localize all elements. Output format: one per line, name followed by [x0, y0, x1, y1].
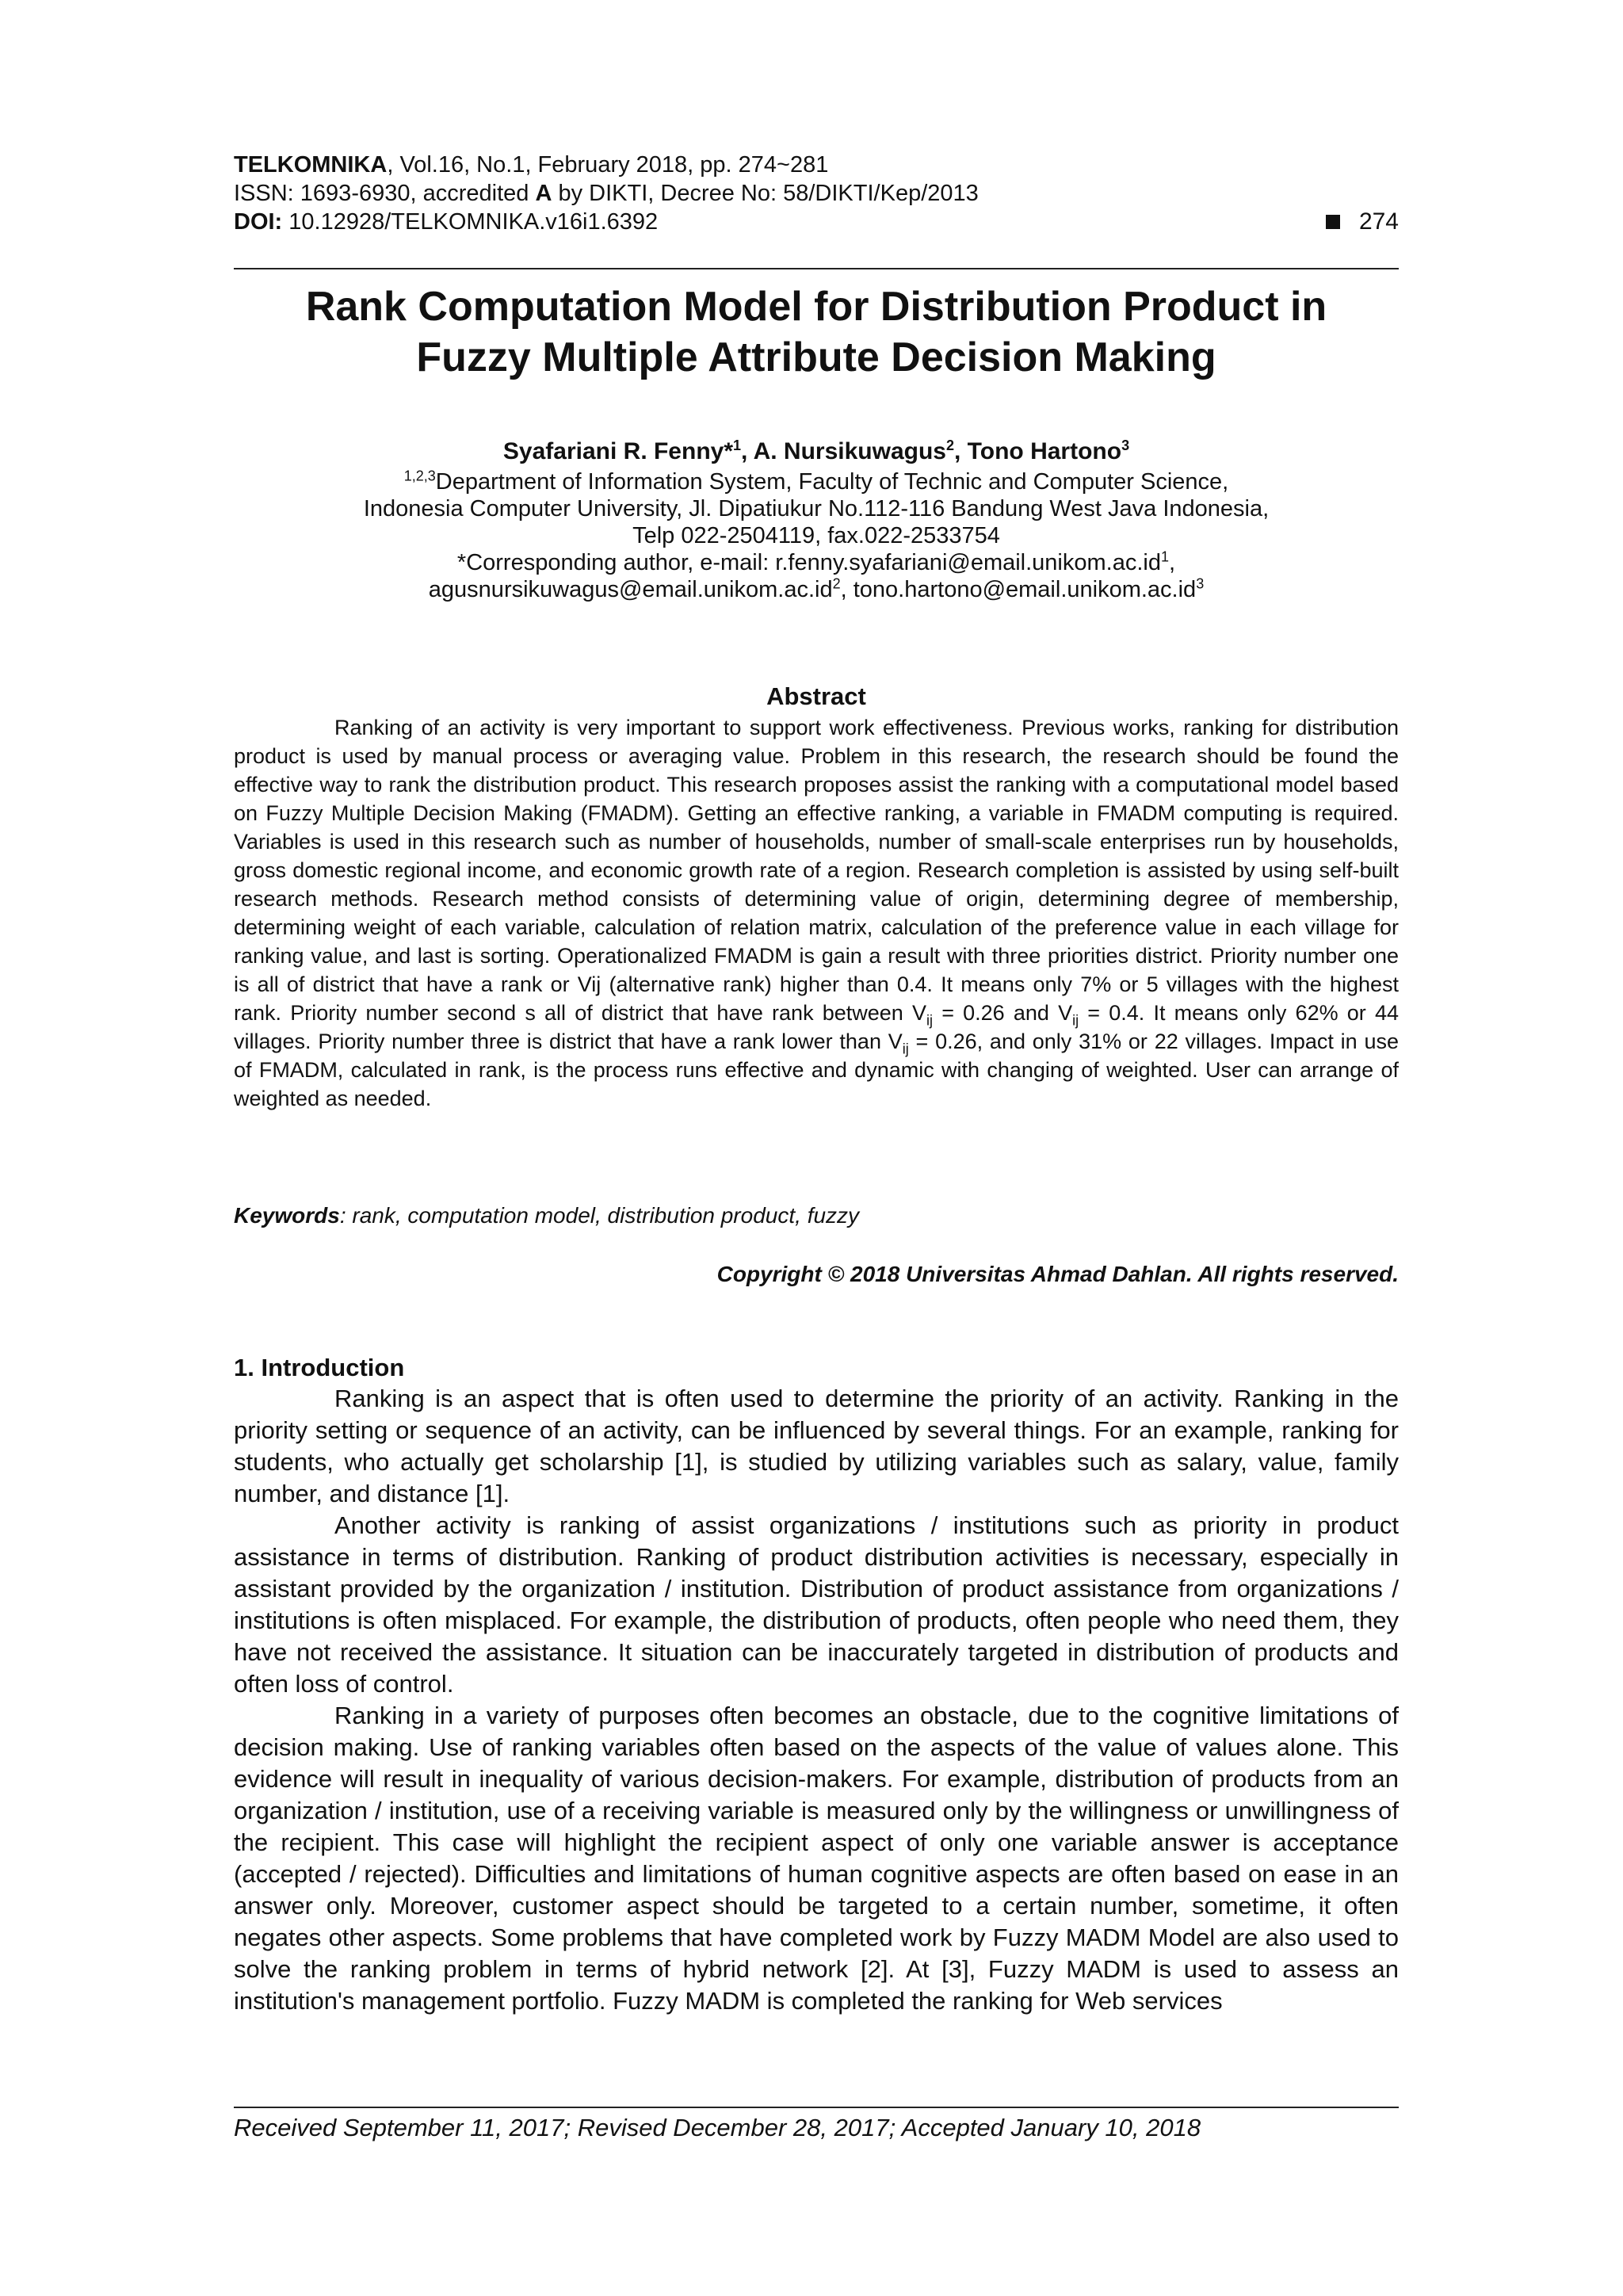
accredited-text: by DIKTI, Decree No: 58/DIKTI/Kep/2013	[552, 181, 979, 206]
email-2-sup: 2	[832, 575, 841, 592]
subscript-ij: ij	[926, 1012, 934, 1029]
section-heading-introduction: 1. Introduction	[234, 1354, 405, 1381]
email-1-sup: 1	[1160, 548, 1169, 565]
paper-title	[206, 281, 1426, 383]
doi-block	[234, 208, 658, 236]
email-3[interactable]: , tono.hartono@email.unikom.ac.id	[840, 577, 1197, 602]
email-1-comma: ,	[1169, 550, 1176, 575]
journal-name: TELKOMNIKA	[234, 152, 388, 178]
subscript-ij: ij	[902, 1041, 909, 1057]
doi-label: DOI:	[234, 209, 283, 235]
accredited-grade: A	[535, 181, 552, 206]
intro-paragraph-2: Another activity is ranking of assist organizations / institutions such as priority in product assistance in terms of distribution. Ranking of product distribution activities is necessary, especially in assistant provided by the organization / institution. Distribution of product assistance from organizations / institutions is often misplaced. For example, the distribution of products, often people who need them, they have not received the assistance. It situation can be inaccurately targeted in distribution of products and often loss of control.	[234, 1511, 1399, 1698]
author-1-sup: 1	[733, 437, 742, 453]
author-names	[234, 438, 1399, 465]
affiliation-line-3: Telp 022-2504119, fax.022-2533754	[632, 523, 1000, 548]
author-block	[234, 438, 1399, 603]
abstract-paragraph	[234, 713, 1399, 1113]
page-number: 274	[1358, 208, 1399, 235]
author-2-sup: 2	[945, 437, 954, 453]
abstract-body	[234, 713, 1399, 1113]
journal-volume: , Vol.16, No.1, February 2018, pp. 274~281	[387, 152, 829, 178]
received-dates: Received September 11, 2017; Revised December 28, 2017; Accepted January 10, 2018	[234, 2114, 1201, 2141]
subscript-ij: ij	[1072, 1012, 1079, 1029]
running-header	[234, 151, 1399, 236]
intro-paragraph-3: Ranking in a variety of purposes often becomes an obstacle, due to the cognitive limitations of decision making. Use of ranking variables often based on the aspects of the value of values alone. This evidence will result in inequality of various decision-makers. For example, distribution of products from an organization / institution, use of a receiving variable is measured only by the willingness or unwillingness of the recipient. This case will highlight the recipient aspect of only one variable answer is acceptance (accepted / rejected). Difficulties and limitations of human cognitive aspects are often based on ease in an answer only. Moreover, customer aspect should be targeted to a certain number, sometime, it often negates other aspects. Some problems that have completed work by Fuzzy MADM Model are also used to solve the ranking problem in terms of hybrid network [2]. At [3], Fuzzy MADM is used to assess an institution's management portfolio. Fuzzy MADM is completed the ranking for Web services	[234, 1702, 1399, 2015]
title-line-2: Fuzzy Multiple Attribute Decision Making	[416, 334, 1216, 380]
affiliation-sup: 1,2,3	[403, 468, 436, 484]
header-line-journal	[234, 151, 1399, 179]
square-bullet-icon	[1326, 215, 1340, 229]
email-2[interactable]: agusnursikuwagus@email.unikom.ac.id	[428, 577, 833, 602]
affiliation-text-1: Department of Information System, Faculty of Technic and Computer Science,	[435, 469, 1229, 495]
author-3-sup: 3	[1121, 437, 1130, 453]
author-2: , A. Nursikuwagus	[741, 438, 946, 464]
author-1: Syafariani R. Fenny*	[502, 438, 734, 464]
keywords-line	[234, 1201, 1399, 1230]
copyright-notice: Copyright © 2018 Universitas Ahmad Dahlan. All rights reserved.	[716, 1262, 1399, 1286]
title-line-1: Rank Computation Model for Distribution Product in	[305, 284, 1327, 330]
author-3: , Tono Hartono	[954, 438, 1122, 464]
header-rule	[234, 268, 1399, 269]
email-3-sup: 3	[1196, 575, 1205, 592]
page-number-block	[1326, 208, 1399, 236]
footer-rule	[234, 2107, 1399, 2108]
issn-text: ISSN: 1693-6930, accredited	[234, 181, 536, 206]
abstract-part-1: Ranking of an activity is very important to support work effectiveness. Previous works, ranking for distribution product is used by manual process or averaging value. Problem in this research, the research should be found the effective way to rank the distribution product. This research proposes assist the ranking with a computational model based on Fuzzy Multiple Decision Making (FMADM). Getting an effective ranking, a variable in FMADM computing is required. Variables is used in this research such as number of households, number of small-scale enterprises run by households, gross domestic regional income, and economic growth rate of a region. Research completion is assisted by using self-built research methods. Research method consists of determining value of origin, determining degree of membership, determining weight of each variable, calculation of relation matrix, calculation of the preference value in each village for ranking value, and last is sorting. Operationalized FMADM is gain a result with three priorities district. Priority number one is all of district that have a rank or Vij (alternative rank) higher than 0.4. It means only 7% or 5 villages with the highest rank. Priority number second s all of district that have rank between V	[234, 716, 1399, 1025]
introduction-body	[234, 1383, 1399, 2017]
doi-link[interactable]: 10.12928/TELKOMNIKA.v16i1.6392	[282, 209, 659, 235]
keywords-text: : rank, computation model, distribution product, fuzzy	[339, 1203, 860, 1228]
abstract-part-4: = 0.26, and only 31% or 22 villages. Impact in use of FMADM, calculated in rank, is the process runs effective and dynamic with changing of weighted. User can arrange of weighted as needed.	[234, 1030, 1399, 1110]
intro-paragraph-1: Ranking is an aspect that is often used to determine the priority of an activity. Ranking in the priority setting or sequence of an activity, can be influenced by several things. For an example, ranking for students, who actually get scholarship [1], is studied by utilizing variables such as salary, value, family number, and distance [1].	[234, 1385, 1399, 1507]
abstract-part-3: = 0.4. It means only 62% or 44 villages. Priority number three is district that have a rank lower than V	[234, 1001, 1399, 1053]
affiliation-line-1	[234, 468, 1399, 495]
abstract-heading: Abstract	[766, 682, 866, 710]
email-line-2	[234, 576, 1399, 603]
header-line-doi	[234, 208, 1399, 236]
keywords-label: Keywords	[234, 1203, 340, 1228]
affiliation-line-2: Indonesia Computer University, Jl. Dipatiukur No.112-116 Bandung West Java Indonesia,	[363, 496, 1270, 521]
corresponding-email[interactable]: *Corresponding author, e-mail: r.fenny.syafariani@email.unikom.ac.id	[456, 550, 1161, 575]
header-line-issn	[234, 179, 1399, 208]
email-line-1	[234, 549, 1399, 576]
abstract-part-2: = 0.26 and V	[933, 1001, 1073, 1025]
